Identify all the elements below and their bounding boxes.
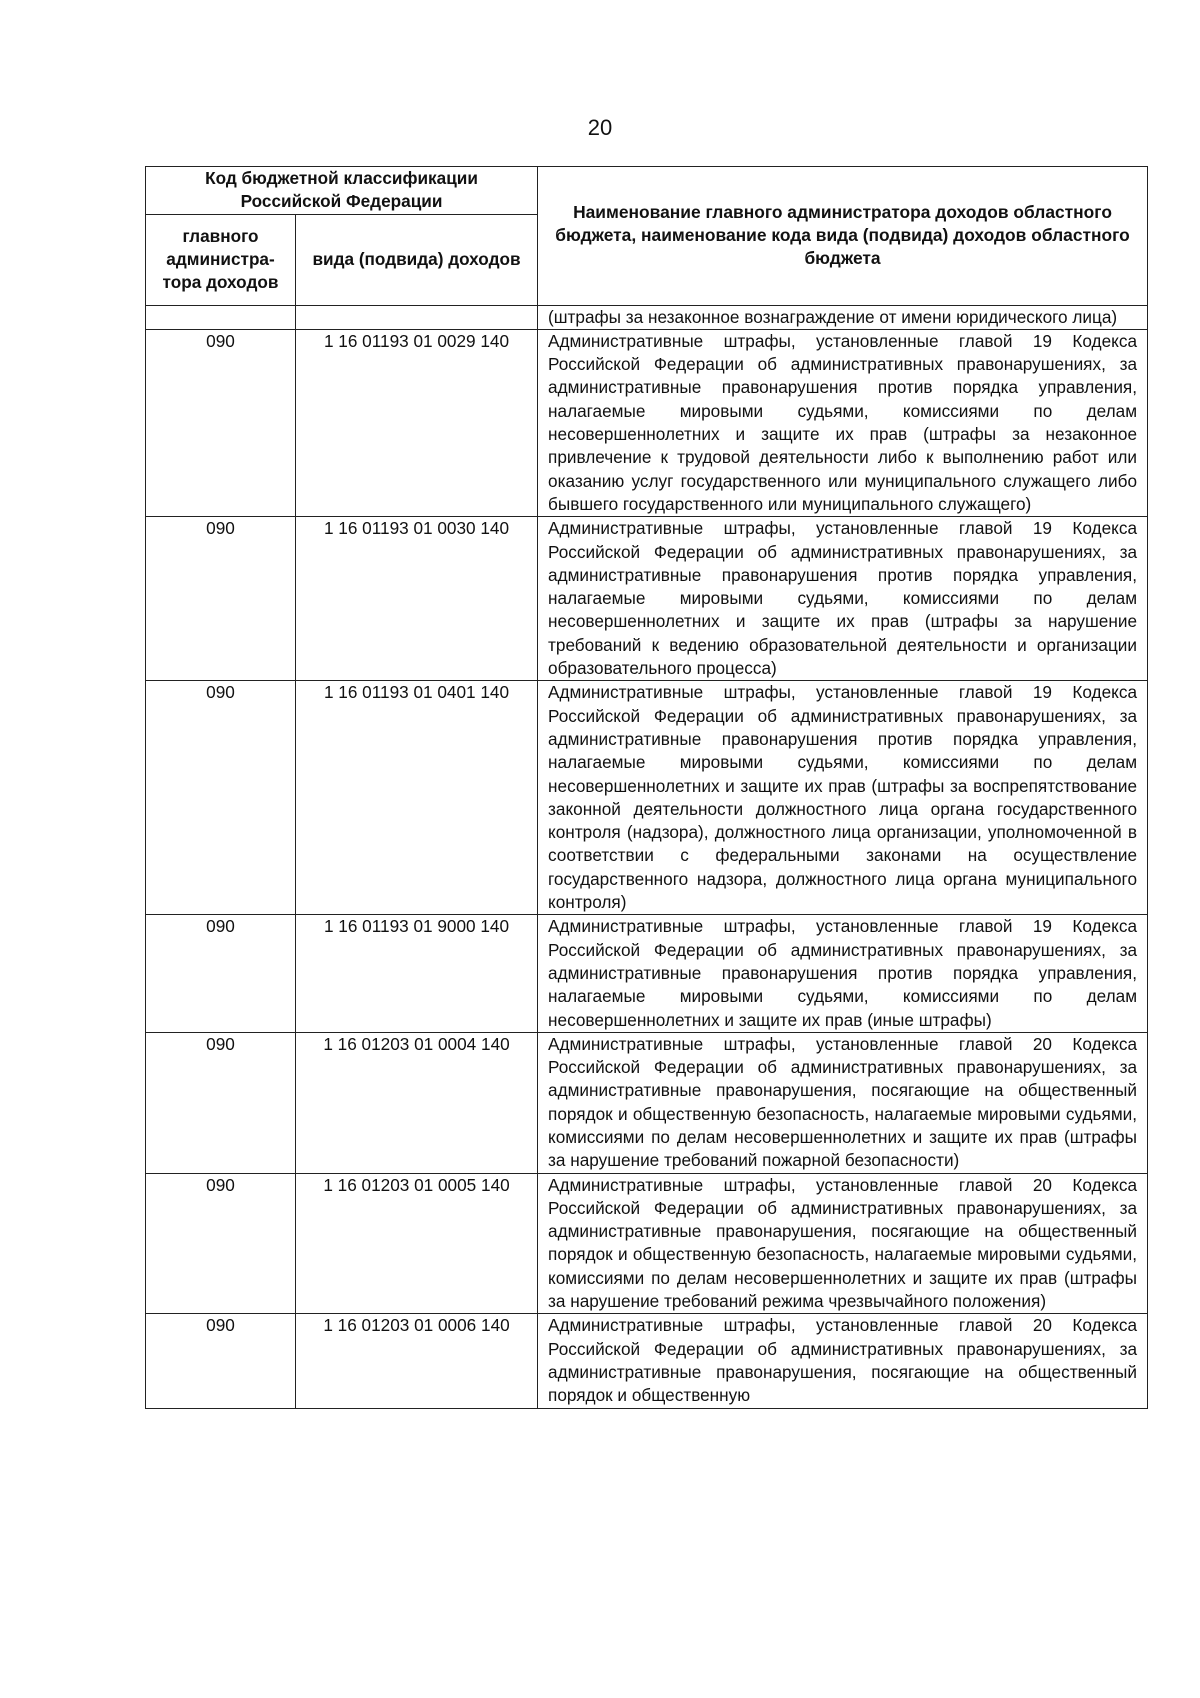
cell-code: 1 16 01203 01 0005 140 — [296, 1173, 538, 1314]
cell-code: 1 16 01203 01 0006 140 — [296, 1314, 538, 1408]
cell-admin: 090 — [146, 681, 296, 915]
cell-admin: 090 — [146, 1314, 296, 1408]
cell-code: 1 16 01193 01 0030 140 — [296, 517, 538, 681]
cell-admin: 090 — [146, 1173, 296, 1314]
cell-description: Административные штрафы, установленные главой 19 Кодекса Российской Федерации об административных правонарушениях, за административные правонарушения против порядка управления, налагаемые мировыми судьями, комиссиями по делам несовершеннолетних и защите их прав (иные штрафы) — [538, 915, 1148, 1032]
header-name-column: Наименование главного администратора доходов областного бюджета, наименование кода вида (подвида) доходов областного бюджета — [538, 167, 1148, 306]
cell-description: Административные штрафы, установленные главой 19 Кодекса Российской Федерации об административных правонарушениях, за административные правонарушения против порядка управления, налагаемые мировыми судьями, комиссиями по делам несовершеннолетних и защите их прав (штрафы за воспрепятствование законной деятельности должностного лица органа государственного контроля (надзора), должностного лица организации, уполномоченной в соответствии с федеральными законами на осуществление государственного надзора, должностного лица органа муниципального контроля) — [538, 681, 1148, 915]
header-admin-column: главного администра-тора доходов — [146, 214, 296, 305]
table-row — [146, 681, 1148, 915]
table-row — [146, 329, 1148, 516]
cell-admin: 090 — [146, 329, 296, 516]
cell-code: 1 16 01203 01 0004 140 — [296, 1032, 538, 1173]
table-row — [146, 517, 1148, 681]
cell-description: Административные штрафы, установленные главой 19 Кодекса Российской Федерации об административных правонарушениях, за административные правонарушения против порядка управления, налагаемые мировыми судьями, комиссиями по делам несовершеннолетних и защите их прав (штрафы за нарушение требований к ведению образовательной деятельности и организации образовательного процесса) — [538, 517, 1148, 681]
page-number: 20 — [587, 115, 613, 140]
cell-description: Административные штрафы, установленные главой 20 Кодекса Российской Федерации об административных правонарушениях, за административные правонарушения, посягающие на общественный порядок и общественную безопасность, налагаемые мировыми судьями, комиссиями по делам несовершеннолетних и защите их прав (штрафы за нарушение требований пожарной безопасности) — [538, 1032, 1148, 1173]
cell-code: 1 16 01193 01 0401 140 — [296, 681, 538, 915]
cell-code: 1 16 01193 01 0029 140 — [296, 329, 538, 516]
header-budget-code-group: Код бюджетной классификации Российской Федерации — [146, 167, 538, 215]
table-row — [146, 915, 1148, 1032]
cell-code: 1 16 01193 01 9000 140 — [296, 915, 538, 1032]
cell-admin — [146, 305, 296, 329]
cell-description: Административные штрафы, установленные главой 20 Кодекса Российской Федерации об административных правонарушениях, за административные правонарушения, посягающие на общественный порядок и общественную безопасность, налагаемые мировыми судьями, комиссиями по делам несовершеннолетних и защите их прав (штрафы за нарушение требований режима чрезвычайного положения) — [538, 1173, 1148, 1314]
cell-admin: 090 — [146, 915, 296, 1032]
budget-classification-table — [145, 166, 1148, 1409]
table-row — [146, 1173, 1148, 1314]
cell-description: Административные штрафы, установленные главой 20 Кодекса Российской Федерации об административных правонарушениях, за административные правонарушения, посягающие на общественный порядок и общественную — [538, 1314, 1148, 1408]
cell-code — [296, 305, 538, 329]
table-header — [146, 167, 1148, 306]
cell-admin: 090 — [146, 517, 296, 681]
table-row — [146, 1314, 1148, 1408]
table-row — [146, 1032, 1148, 1173]
header-kind-column: вида (подвида) доходов — [296, 214, 538, 305]
table-row — [146, 305, 1148, 329]
cell-description: (штрафы за незаконное вознаграждение от имени юридического лица) — [538, 305, 1148, 329]
table-body — [146, 305, 1148, 1408]
cell-description: Административные штрафы, установленные главой 19 Кодекса Российской Федерации об административных правонарушениях, за административные правонарушения против порядка управления, налагаемые мировыми судьями, комиссиями по делам несовершеннолетних и защите их прав (штрафы за незаконное привлечение к трудовой деятельности либо к выполнению работ или оказанию услуг государственного или муниципального служащего либо бывшего государственного или муниципального служащего) — [538, 329, 1148, 516]
cell-admin: 090 — [146, 1032, 296, 1173]
header-row-top — [146, 167, 1148, 215]
